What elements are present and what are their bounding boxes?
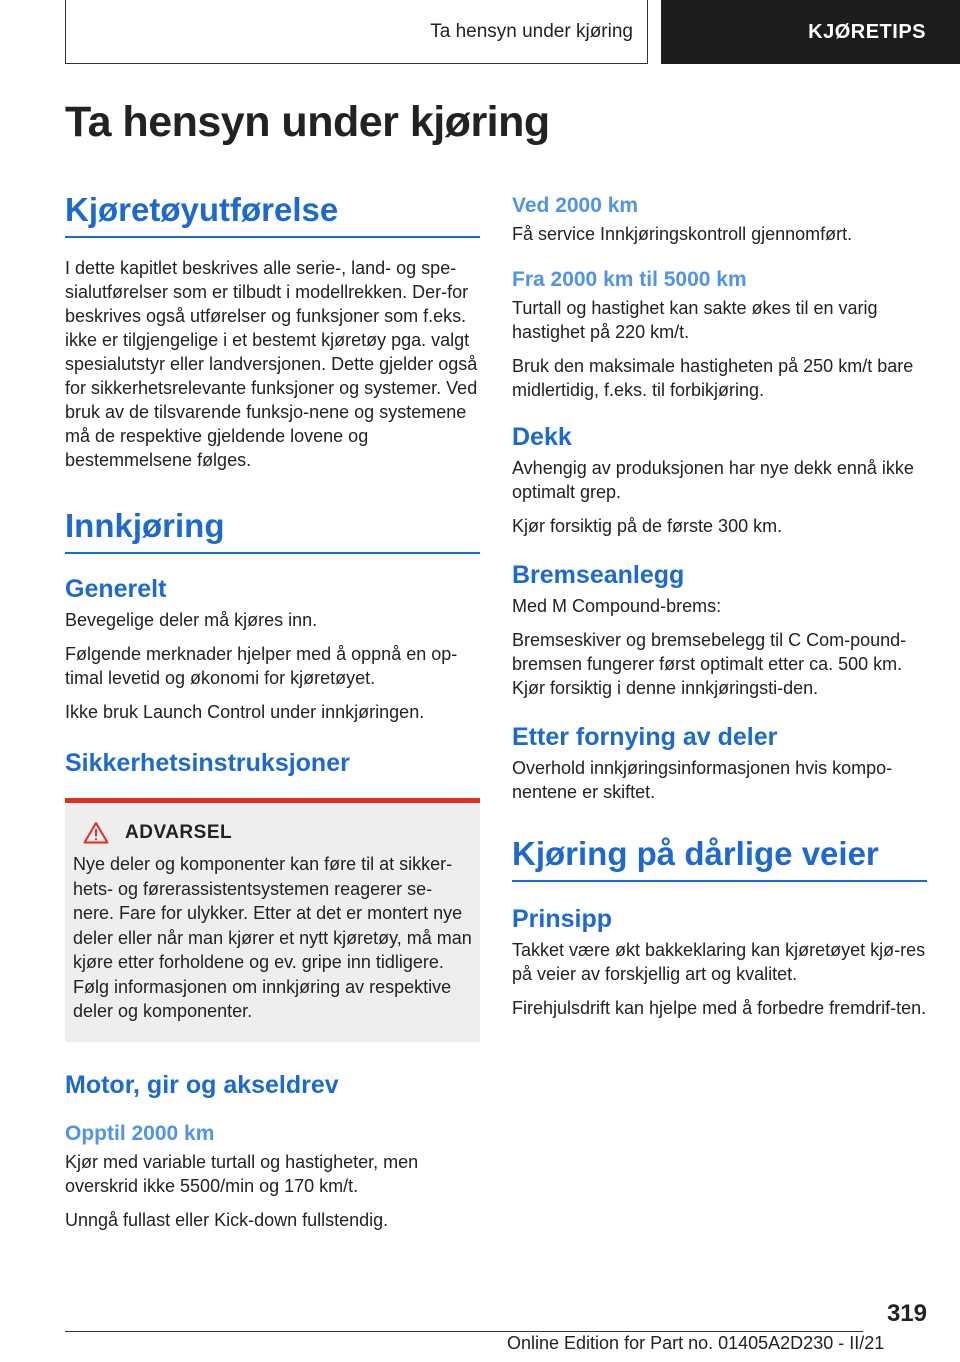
subheading-sikkerhetsinstruksjoner: Sikkerhetsinstruksjoner: [65, 749, 350, 777]
footer-edition-text: Online Edition for Part no. 01405A2D230 - II/21: [507, 1333, 885, 1353]
subheading-bremseanlegg: Bremseanlegg: [512, 561, 685, 589]
paragraph: Bremseskiver og bremsebelegg til C Com-pound-bremsen fungerer først optimalt etter ca. 500 km. Kjør forsiktig i denne innkjøringsti-den.: [512, 630, 907, 698]
paragraph: Få service Innkjøringskontroll gjennomført.: [512, 224, 853, 244]
section-heading-kjoretoyutforelse: Kjøretøyutførelse: [65, 190, 480, 238]
subheading-etter-fornying-av-deler: Etter fornying av deler: [512, 723, 778, 751]
paragraph: Ikke bruk Launch Control under innkjøringen.: [65, 702, 425, 722]
subsubheading-ved-2000-km: Ved 2000 km: [512, 194, 639, 217]
paragraph: Bevegelige deler må kjøres inn.: [65, 610, 318, 630]
paragraph: Takket være økt bakkeklaring kan kjøretøyet kjø-res på veier av forskjellig art og kvalitet.: [512, 940, 926, 984]
page-title: Ta hensyn under kjøring: [65, 98, 550, 146]
paragraph: Med M Compound-brems:: [512, 596, 722, 616]
page-number: 319: [886, 1300, 927, 1327]
paragraph: Avhengig av produksjonen har nye dekk ennå ikke optimalt grep.: [512, 458, 914, 502]
paragraph: Unngå fullast eller Kick-down fullstendig.: [65, 1209, 389, 1230]
warning-triangle-icon: [83, 821, 109, 844]
paragraph: Kjør forsiktig på de første 300 km.: [512, 516, 783, 536]
subsubheading-fra-2000-til-5000-km: Fra 2000 km til 5000 km: [512, 268, 747, 291]
subheading-dekk: Dekk: [512, 423, 572, 451]
subheading-prinsipp: Prinsipp: [512, 905, 613, 933]
warning-text: Nye deler og komponenter kan føre til at sikker-hets- og førerassistentsystemen reagerer se-nere. Fare for ulykker. Etter at det er montert nye deler eller når man kjører et nytt kjøretøy, må man kjøre etter forholdene og ev. gripe inn tidligere. Følg informasjonen om innkjøring av respektive deler og komponenter.: [73, 854, 472, 1021]
running-header-section-text: Ta hensyn under kjøring: [430, 20, 633, 42]
chapter-tab: [661, 0, 960, 64]
right-column: [512, 192, 927, 1030]
subheading-motor-gir-akseldrev: Motor, gir og akseldrev: [65, 1070, 339, 1099]
footer-divider: [65, 1331, 863, 1332]
running-header-section: [65, 0, 648, 64]
warning-title: ADVARSEL: [125, 821, 233, 843]
paragraph: Firehjulsdrift kan hjelpe med å forbedre fremdrif-ten.: [512, 998, 927, 1018]
warning-header: [73, 821, 472, 844]
paragraph: Bruk den maksimale hastigheten på 250 km/t bare midlertidig, f.eks. til forbikjøring.: [512, 356, 914, 400]
subsubheading-opptil-2000-km: Opptil 2000 km: [65, 1121, 215, 1145]
warning-box: [65, 798, 480, 1042]
section-heading-kjoring-pa-darlige-veier: Kjøring på dårlige veier: [512, 834, 927, 882]
left-column: [65, 190, 480, 1242]
paragraph: I dette kapitlet beskrives alle serie-, land- og spe-sialutførelser som er tilbudt i modellrekken. Der-for beskrives også utførelser og funksjoner som f.eks. ikke er tilgjengelige i et bestemt kjøretøy pga. valgt spesialutstyr eller landversjonen. Dette gjelder også for sikkerhetsrelevante funksjoner og systemer. Ved bruk av de tilsvarende funksjo-nene og systemene må de respektive gjeldende lovene og bestemmelsene følges.: [65, 258, 478, 470]
paragraph: Følgende merknader hjelper med å oppnå en op-timal levetid og økonomi for kjøretøyet.: [65, 644, 458, 688]
chapter-tab-label: KJØRETIPS: [808, 20, 926, 43]
section-heading-innkjoring: Innkjøring: [65, 506, 480, 554]
subheading-generelt: Generelt: [65, 575, 167, 603]
paragraph: Turtall og hastighet kan sakte økes til en varig hastighet på 220 km/t.: [512, 298, 878, 342]
paragraph: Overhold innkjøringsinformasjonen hvis kompo-nentene er skiftet.: [512, 758, 893, 802]
paragraph: Kjør med variable turtall og hastigheter, men overskrid ikke 5500/min og 170 km/t.: [65, 1151, 419, 1196]
